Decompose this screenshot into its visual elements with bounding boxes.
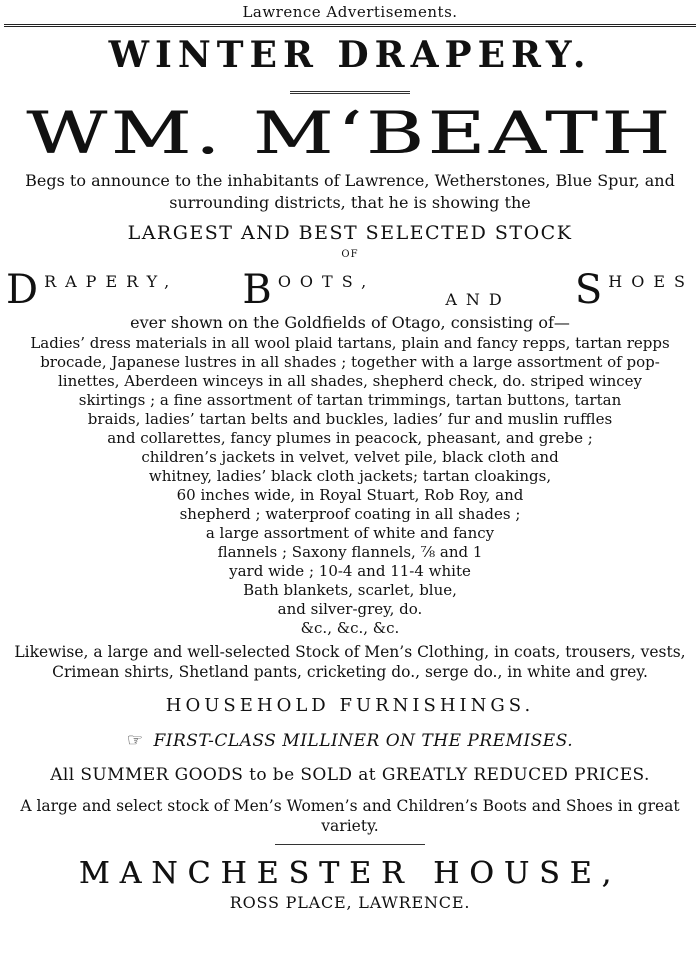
header-rule (4, 24, 696, 27)
page-header: Lawrence Advertisements. (242, 3, 458, 21)
merchant-name: WM. M‘BEATH (26, 99, 674, 167)
drapery-word: D RAPERY, (6, 267, 179, 313)
stock-line: skirtings ; a fine assortment of tartan trimmings, tartan buttons, tartan (78, 391, 622, 409)
headline-rule (290, 91, 410, 94)
stock-line: brocade, Japanese lustres in all shades ; together with a large assortment of pop- (40, 353, 660, 371)
stock-list (0, 334, 700, 638)
stock-line: and silver-grey, do. (277, 600, 423, 618)
stock-line: and collarettes, fancy plumes in peacock, pheasant, and grebe ; (107, 429, 593, 447)
mens-clothing-text: Likewise, a large and well-selected Stock of Men’s Clothing, in coats, trousers, vests, Crimean shirts, Shetland pants, cricketing do., serge do., in white and grey. (14, 643, 686, 681)
drapery-boots-shoes-line (0, 262, 700, 313)
footer-rule (275, 844, 425, 845)
stock-line: flannels ; Saxony flannels, ⅞ and 1 (217, 543, 483, 561)
stock-line: linettes, Aberdeen winceys in all shades, shepherd check, do. striped wincey (57, 372, 642, 390)
stock-line: children’s jackets in velvet, velvet pile, black cloth and (141, 448, 559, 466)
stock-line: Ladies’ dress materials in all wool plaid tartans, plain and fancy repps, tartan repps (30, 334, 670, 352)
summer-goods-line: All SUMMER GOODS to be SOLD at GREATLY REDUCED PRICES. (50, 765, 650, 785)
stock-line: yard wide ; 10-4 and 11-4 white (229, 562, 471, 580)
intro-text: Begs to announce to the inhabitants of Lawrence, Wetherstones, Blue Spur, and surrounding districts, that he is showing the (25, 171, 675, 212)
and-word: AND (445, 290, 511, 309)
boots-shoes-text: A large and select stock of Men’s Women’s and Children’s Boots and Shoes in great variety. (20, 797, 680, 835)
manchester-house: MANCHESTER HOUSE, (78, 856, 622, 891)
ever-shown-line: ever shown on the Goldfields of Otago, consisting of— (130, 313, 570, 332)
household-furnishings: HOUSEHOLD FURNISHINGS. (165, 695, 535, 716)
stock-line: &c., &c., &c. (300, 619, 400, 637)
pointing-hand-icon: ☞ (126, 730, 144, 751)
boots-word: B OOTS, (242, 267, 376, 313)
shoes-word: S HOES (574, 267, 694, 313)
stock-line: whitney, ladies’ black cloth jackets; tartan cloakings, (148, 467, 552, 485)
stock-line: Bath blankets, scarlet, blue, (243, 581, 457, 599)
headline: WINTER DRAPERY. (108, 34, 592, 76)
stock-line: 60 inches wide, in Royal Stuart, Rob Roy, and (176, 486, 524, 504)
stock-line: shepherd ; waterproof coating in all shades ; (179, 505, 521, 523)
stock-line: a large assortment of white and fancy (205, 524, 495, 542)
milliner-line: ☞ FIRST-CLASS MILLINER ON THE PREMISES. (126, 730, 574, 751)
stock-line: braids, ladies’ tartan belts and buckles, ladies’ fur and muslin ruffles (87, 410, 613, 428)
address: ROSS PLACE, LAWRENCE. (229, 893, 471, 912)
of-line: OF (341, 249, 359, 260)
largest-stock-line: LARGEST AND BEST SELECTED STOCK (127, 222, 573, 244)
